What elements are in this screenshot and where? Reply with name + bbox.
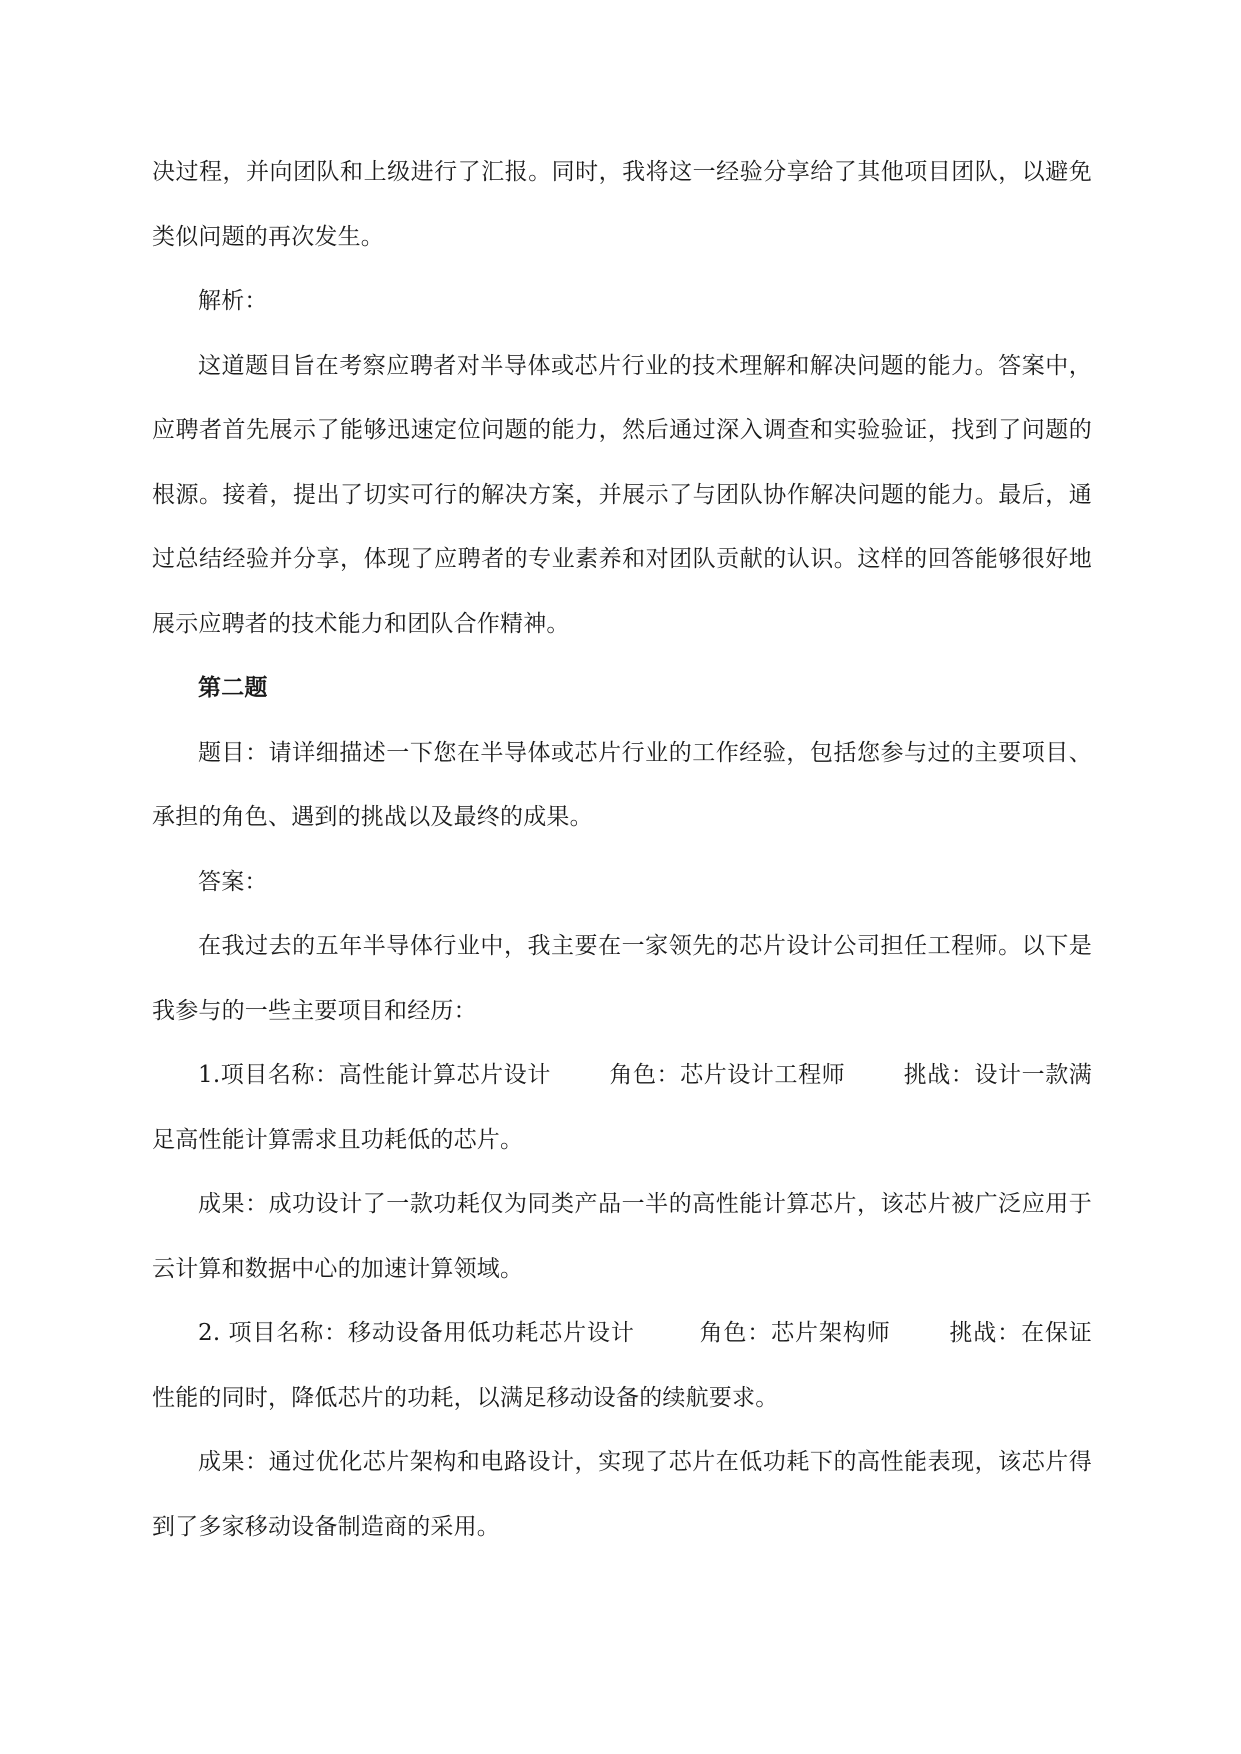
analysis-text: 这道题目旨在考察应聘者对半导体或芯片行业的技术理解和解决问题的能力。答案中，应聘者首先展示了能够迅速定位问题的能力，然后通过深入调查和实验验证，找到了问题的根源。接着，提出了切实可行的解决方案，并展示了与团队协作解决问题的能力。最后，通过总结经验并分享，体现了应聘者的专业素养和对团队贡献的认识。这样的回答能够很好地展示应聘者的技术能力和团队合作精神。 <box>152 352 1092 637</box>
document-body <box>152 140 1092 1559</box>
project-1-name: 1.项目名称：高性能计算芯片设计 <box>198 1062 551 1088</box>
project-1-challenge: 挑战：设计一款满足高性能计算需求且功耗低的芯片。 <box>152 1062 1092 1153</box>
paragraph-continuation: 决过程，并向团队和上级进行了汇报。同时，我将这一经验分享给了其他项目团队，以避免类似问题的再次发生。 <box>152 159 1092 250</box>
project-2-challenge: 挑战：在保证性能的同时，降低芯片的功耗，以满足移动设备的续航要求。 <box>152 1320 1092 1411</box>
project-2-result: 成果：通过优化芯片架构和电路设计，实现了芯片在低功耗下的高性能表现，该芯片得到了多家移动设备制造商的采用。 <box>152 1449 1092 1540</box>
project-1-role: 角色：芯片设计工程师 <box>608 1062 846 1088</box>
question-text: 题目：请详细描述一下您在半导体或芯片行业的工作经验，包括您参与过的主要项目、承担的角色、遇到的挑战以及最终的成果。 <box>152 739 1092 830</box>
analysis-label: 解析： <box>198 288 268 314</box>
answer-label: 答案： <box>198 868 268 895</box>
answer-intro: 在我过去的五年半导体行业中，我主要在一家领先的芯片设计公司担任工程师。以下是我参与的一些主要项目和经历： <box>152 933 1092 1024</box>
section-heading: 第二题 <box>198 674 268 701</box>
project-2-name: 2. 项目名称：移动设备用低功耗芯片设计 <box>198 1320 635 1346</box>
project-2-line <box>152 1301 1092 1430</box>
project-1-line <box>152 1043 1092 1172</box>
project-2-role: 角色：芯片架构师 <box>698 1320 891 1346</box>
project-1-result: 成果：成功设计了一款功耗仅为同类产品一半的高性能计算芯片，该芯片被广泛应用于云计算和数据中心的加速计算领域。 <box>152 1191 1092 1282</box>
